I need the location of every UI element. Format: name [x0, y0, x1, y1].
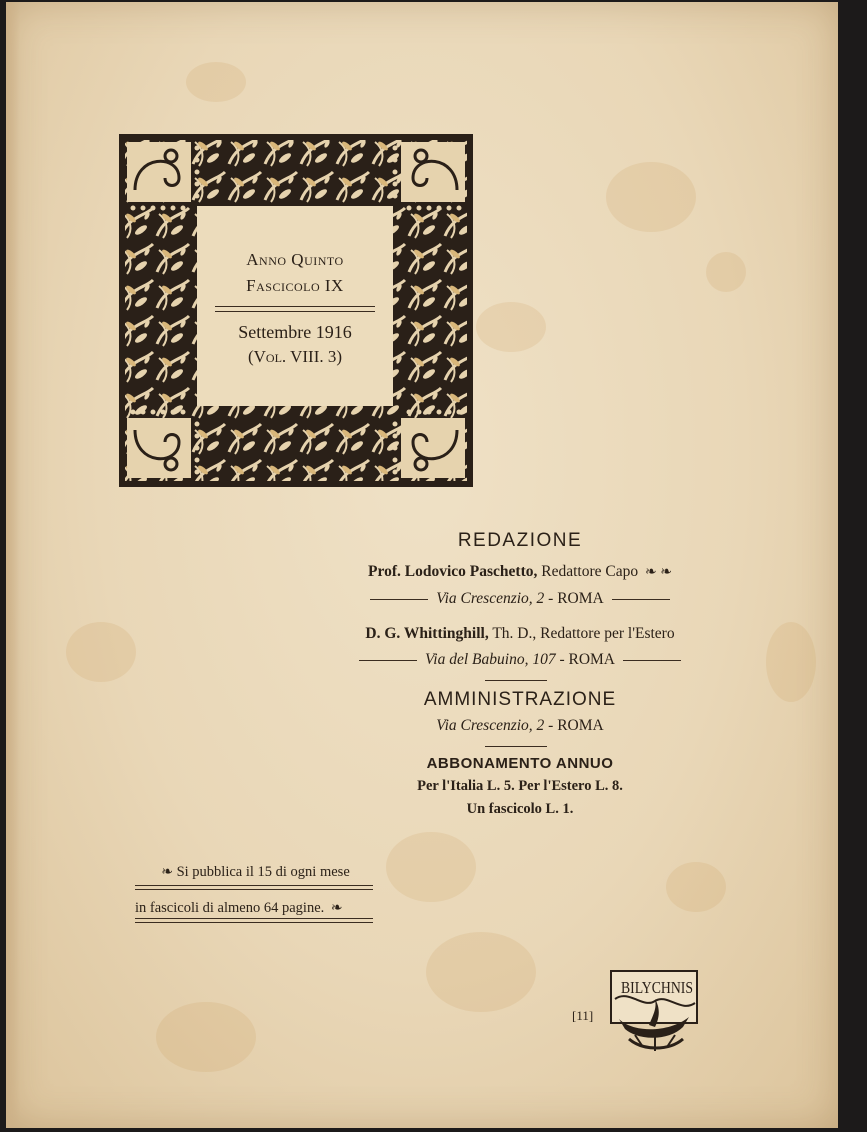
editor2-city: ROMA: [568, 651, 615, 668]
editor1-role: Redattore Capo: [541, 563, 639, 580]
year-label: Anno Quinto: [246, 250, 344, 269]
editor1-line: [340, 563, 700, 581]
section-divider: [485, 680, 547, 681]
leaf-ornament-icon: ❧: [161, 865, 173, 880]
frame-inner-panel: [197, 206, 393, 406]
stain: [606, 162, 696, 232]
rule-right: [623, 660, 681, 661]
amministrazione-address-line: [340, 717, 700, 735]
page-number: [11]: [572, 1008, 594, 1023]
editor1-address-line: [340, 590, 700, 608]
amministrazione-address: Via Crescenzio, 2 -: [436, 717, 554, 734]
notice-rule-top: [135, 885, 373, 890]
frame-double-rule: [215, 306, 375, 312]
editor1-city: ROMA: [557, 590, 604, 607]
editor2-line: [340, 625, 700, 643]
page-edge: [6, 2, 20, 1128]
stain: [426, 932, 536, 1012]
stain: [66, 622, 136, 682]
stain: [476, 302, 546, 352]
bilychnis-lamp-icon: [609, 969, 701, 1055]
editor2-name: D. G. Whittinghill,: [365, 625, 489, 642]
ornamental-frame: [119, 134, 473, 487]
amministrazione-heading: AMMINISTRAZIONE: [423, 689, 617, 710]
stain: [186, 62, 246, 102]
date-label: Settembre 1916: [238, 322, 352, 342]
stain: [386, 832, 476, 902]
notice-line-2: [135, 900, 373, 917]
leaf-ornament-icon: ❧: [330, 901, 343, 916]
amministrazione-city: ROMA: [557, 717, 604, 734]
redazione-heading: REDAZIONE: [457, 530, 583, 551]
subscription-prices: Per l'Italia L. 5. Per l'Estero L. 8.: [417, 778, 623, 794]
issue-label: Fascicolo IX: [246, 276, 344, 295]
colophon-emblem: [609, 969, 701, 1060]
editor2-address: Via del Babuino, 107 -: [424, 651, 565, 668]
abbonamento-heading: ABBONAMENTO ANNUO: [426, 755, 614, 772]
editor2-address-line: [340, 651, 700, 669]
notice-text-1: Si pubblica il 15 di ogni mese: [176, 864, 350, 880]
notice-rule-bottom: [135, 918, 373, 923]
leaf-ornament-icon: ❧ ❧: [644, 565, 672, 580]
editor1-name: Prof. Lodovico Paschetto,: [368, 563, 538, 580]
rule-left: [359, 660, 417, 661]
stain: [766, 622, 816, 702]
stain: [666, 862, 726, 912]
rule-left: [370, 599, 428, 600]
single-issue-price: Un fascicolo L. 1.: [466, 801, 574, 817]
stain: [706, 252, 746, 292]
editor2-degree: Th. D., Redattore per l'Estero: [492, 625, 675, 642]
volume-label: (Vol. VIII. 3): [247, 347, 343, 366]
notice-text-2: in fascicoli di almeno 64 pagine.: [135, 900, 325, 916]
section-divider: [485, 746, 547, 747]
notice-line-1: [135, 864, 373, 881]
stain: [156, 1002, 256, 1072]
editor1-address: Via Crescenzio, 2 -: [436, 590, 554, 607]
colophon-text: BILYCHNIS: [621, 978, 693, 997]
rule-right: [612, 599, 670, 600]
